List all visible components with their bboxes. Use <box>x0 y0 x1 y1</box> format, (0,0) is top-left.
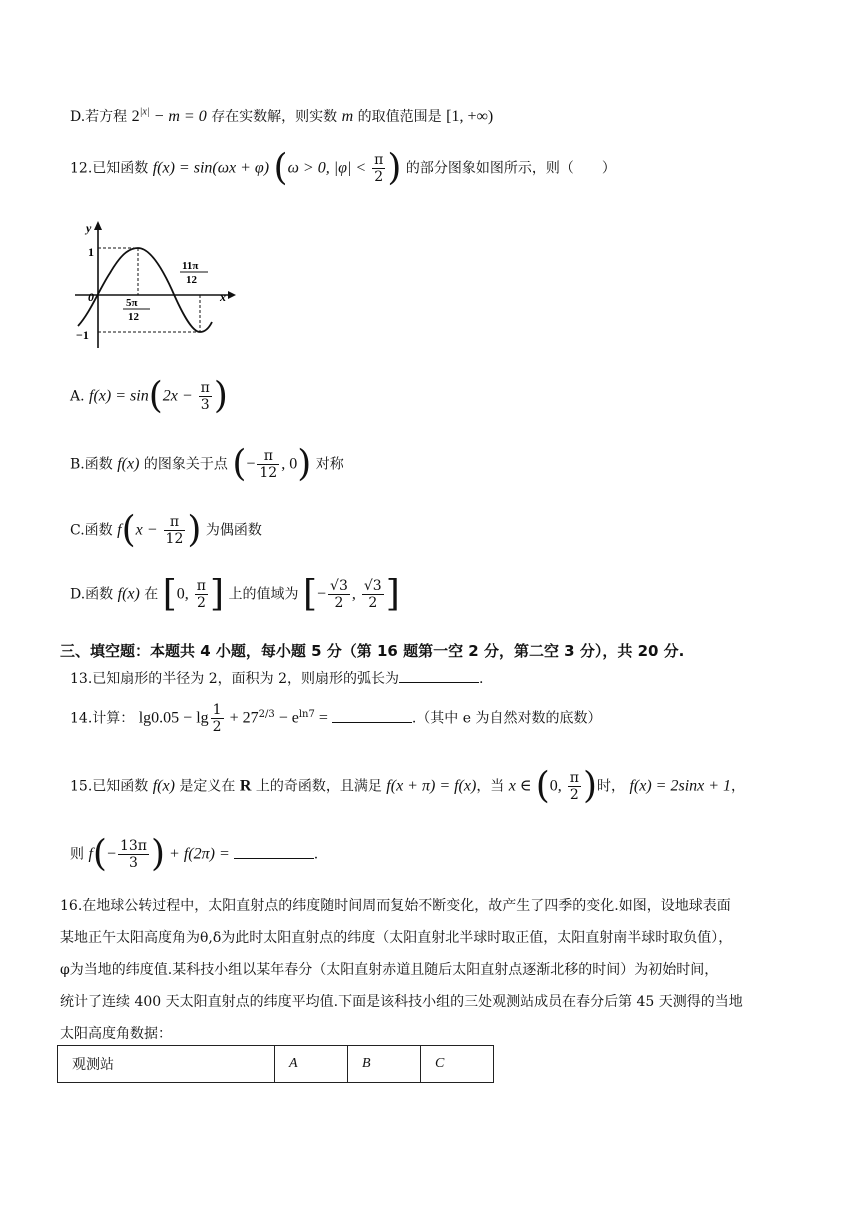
y-min-label: −1 <box>76 328 89 342</box>
q11-option-d: D.若方程 $2^{|x|} - m = 0$ 存在实数解，则实数 m 的取值范围是 [1, +∞) <box>70 106 494 125</box>
q15-line2: 则 f(− $\frac{13\pi}{3}$ ) + f(2π) = . <box>70 833 319 875</box>
section-3-heading: 三、填空题：本题共 4 小题，每小题 5 分（第 16 题第一空 2 分，第二空 3 分），共 20 分. <box>60 642 685 660</box>
q13: 13.已知扇形的半径为 2，面积为 2，则扇形的弧长为 . <box>70 668 483 688</box>
tick-11pi-den: 12 <box>186 274 197 286</box>
tick-5pi-den: 12 <box>128 311 139 323</box>
table-row <box>58 1046 494 1083</box>
q16-paragraph: 16.在地球公转过程中，太阳直射点的纬度随时间周而复始不断变化，故产生了四季的变化.如图，设地球表面 某地正午太阳高度角为θ,δ为此时太阳直射点的纬度（太阳直射北半球时取正值，太阳直射南半球时取负值）， φ为当地的纬度值.某科技小组以某年春分（太阳直射赤道且随后太阳直射点逐渐北移的时间）为初始时间， 统计了连续 400 天太阳直射点的纬度平均值.下面是该科技小组的三处观测站成员在春分后第 45 天测得的当地 太阳高度角数据： <box>60 898 743 1042</box>
table-cell-b: B <box>348 1046 421 1083</box>
table-header-cell: 观测站 <box>58 1046 275 1083</box>
q12-option-c: C.函数 f(x − $\frac{\pi}{12}$ ) 为偶函数 <box>70 509 262 551</box>
q14: 14.计算： lg0.05 − lg $\frac{1}{2}$ + $27^{2/3} - e^{ln7}$ = .（其中 e 为自然对数的底数） <box>70 702 602 736</box>
y-axis-label: y <box>86 221 92 235</box>
table-cell-c: C <box>421 1046 494 1083</box>
tick-5pi-num: 5π <box>126 297 138 309</box>
y-max-label: 1 <box>88 245 94 259</box>
q15-answer-blank[interactable] <box>234 844 314 859</box>
q12-option-d: D.函数 f(x) 在 [0, $\frac{\pi}{2}$ ] 上的值域为 [− $\frac{√3}{2}$ , $\frac{√3}{2}$ ] <box>70 573 400 615</box>
q13-answer-blank[interactable] <box>399 668 479 683</box>
origin-label: 0 <box>88 290 94 304</box>
q15-line1: 15.已知函数 f(x) 是定义在 R 上的奇函数，且满足 f(x + π) = f(x)，当 x ∈ (0, $\frac{\pi}{2}$ )时， f(x) = 2sinx + 1， <box>70 765 746 807</box>
q14-answer-blank[interactable] <box>332 708 412 723</box>
x-axis-label: x <box>220 290 226 304</box>
table-cell-a: A <box>275 1046 348 1083</box>
q12-stem: 12.已知函数 f(x) = sin(ωx + φ) (ω > 0, |φ| < $\frac{\pi}{2}$ ) 的部分图象如图所示，则（ ） <box>70 147 616 189</box>
q12-sine-graph <box>70 218 240 353</box>
q12-option-b: B.函数 f(x) 的图象关于点 (− $\frac{\pi}{12}$ , 0) 对称 <box>70 443 344 485</box>
tick-11pi-num: 11π <box>182 260 199 272</box>
observation-table <box>57 1045 494 1083</box>
q12-option-a: A. f(x) = sin(2x − $\frac{\pi}{3}$ ) <box>70 375 228 417</box>
